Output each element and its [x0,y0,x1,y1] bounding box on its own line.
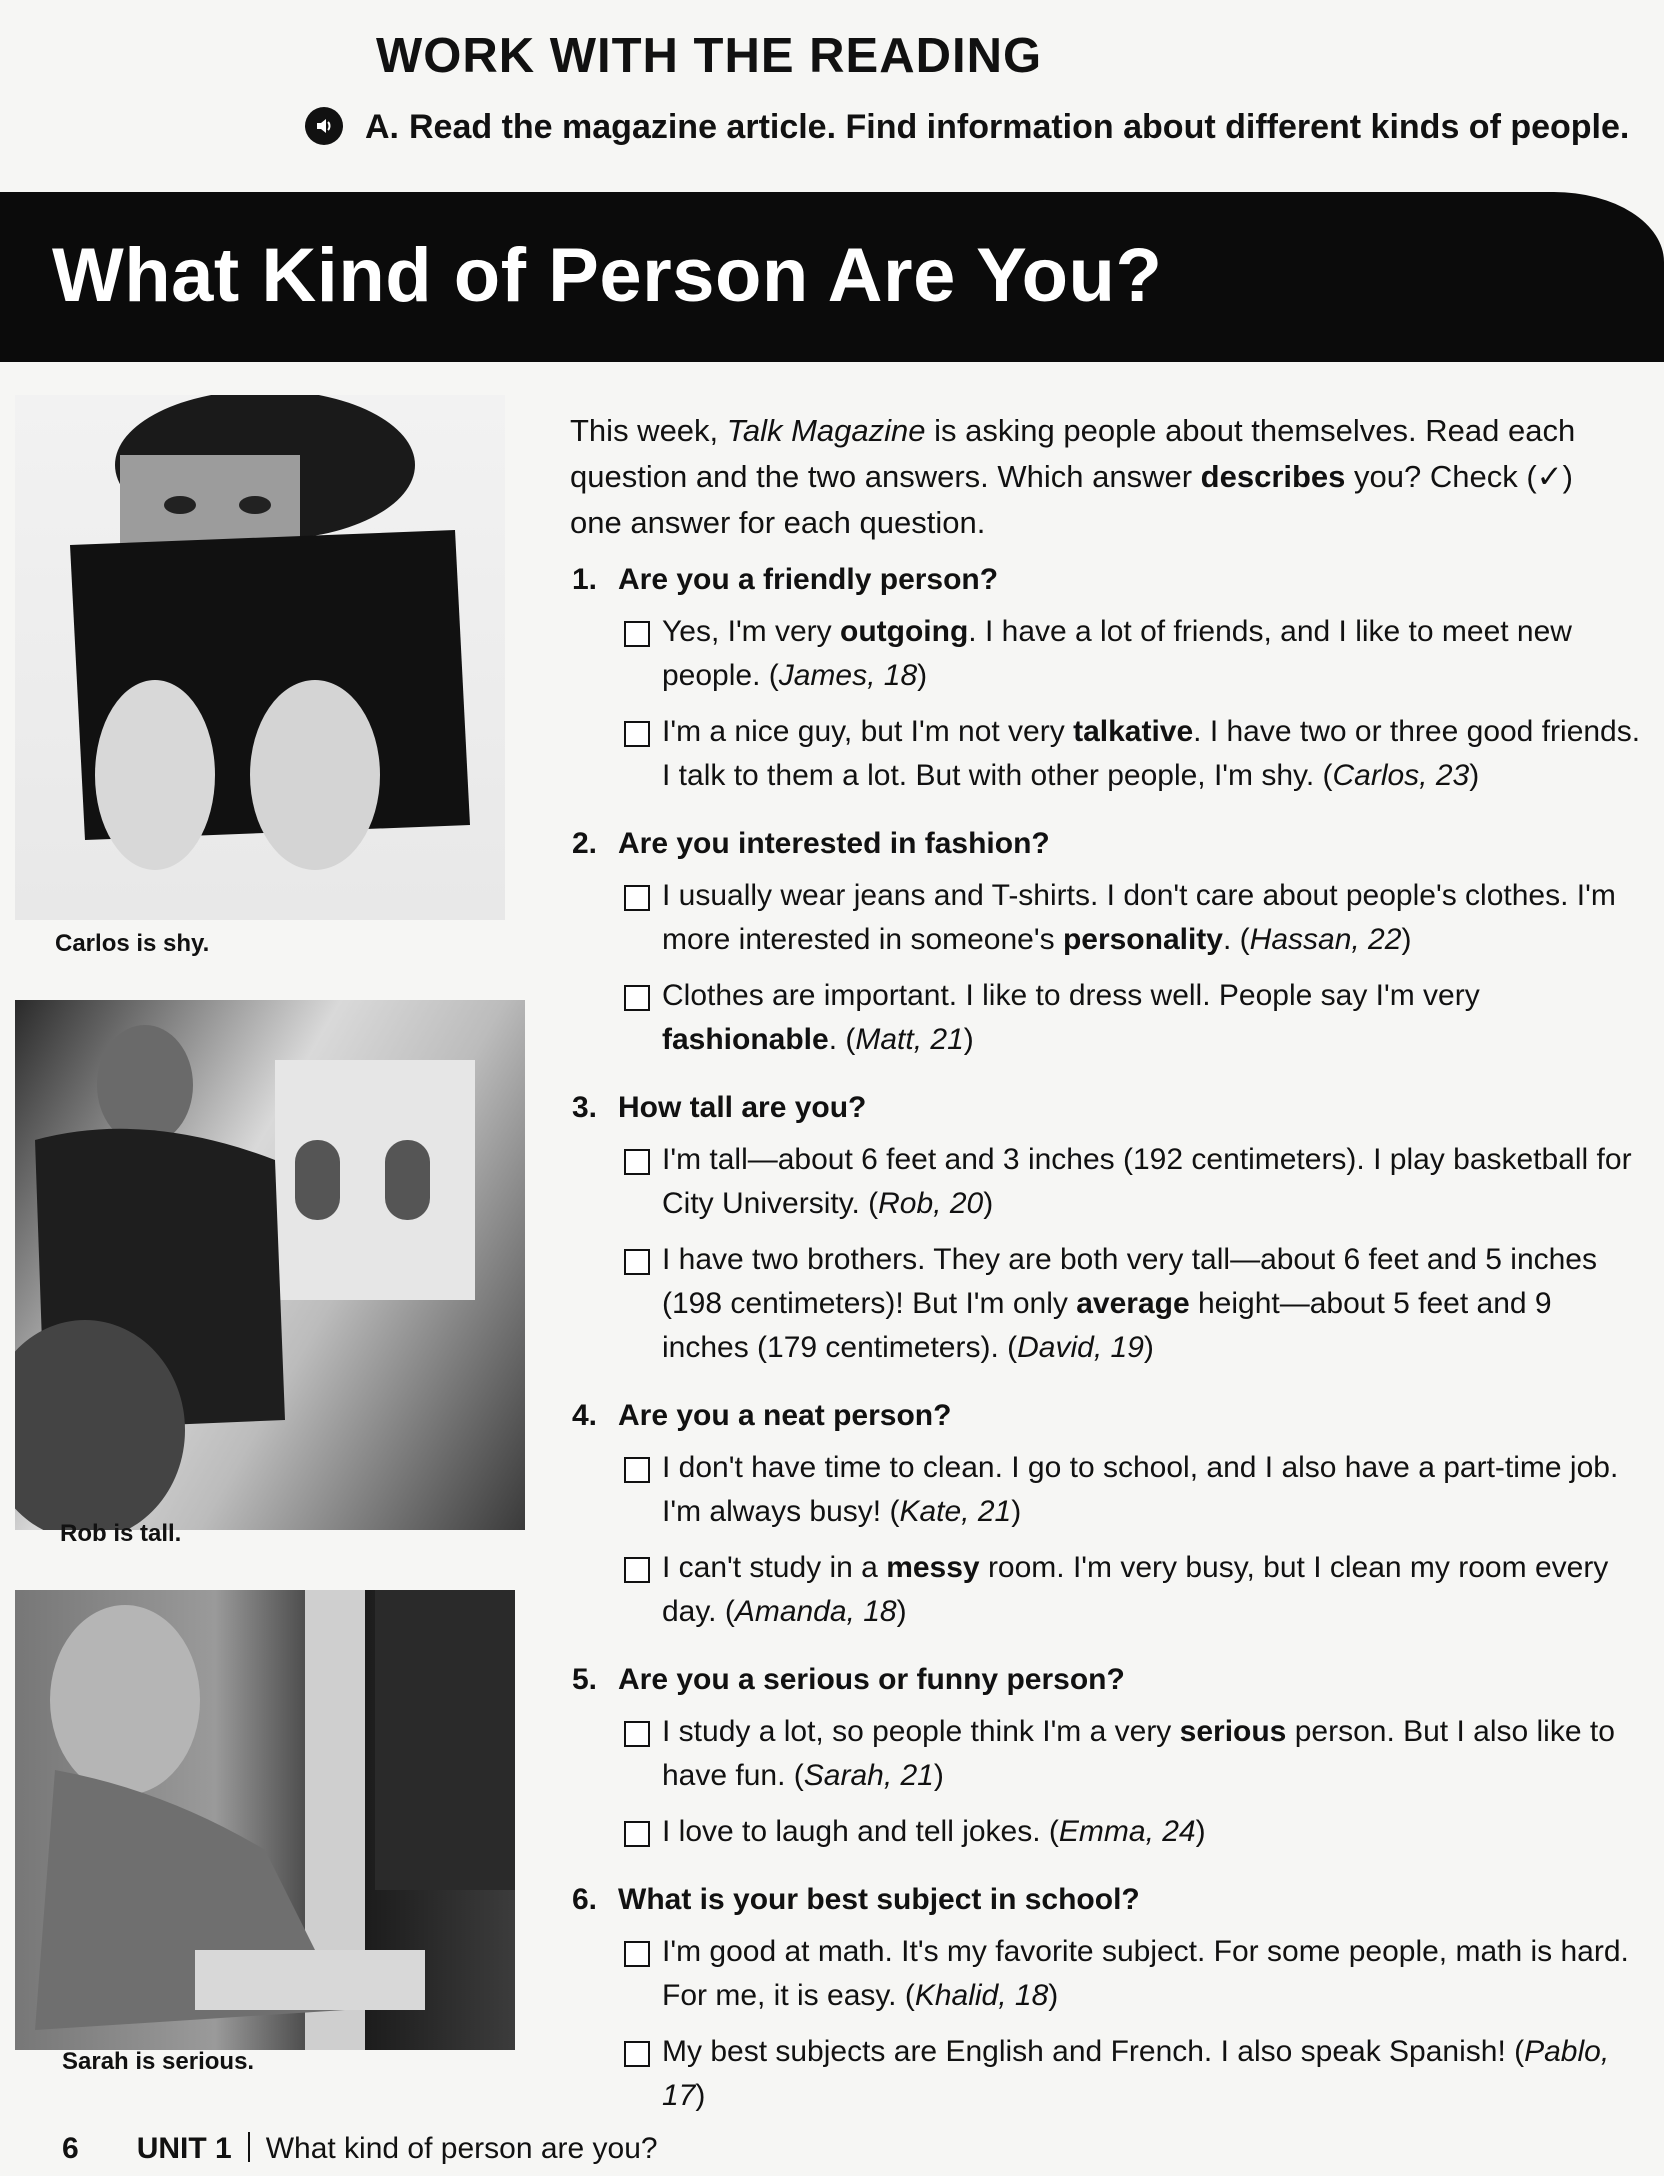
instruction-text: Read the magazine article. Find information about different kinds of people. [409,108,1630,146]
answer-text: I don't have time to clean. I go to school, and I also have a part-time job. I'm always busy! (Kate, 21) [662,1451,1619,1528]
question-list [572,558,1652,2142]
title-band [0,192,1664,362]
footer-divider [248,2132,250,2162]
audio-icon[interactable] [305,107,343,145]
magazine-name: Talk Magazine [726,413,926,448]
question-text: What is your best subject in school? [618,1883,1140,1916]
instruction-letter: A. [365,108,399,146]
question-text: Are you a friendly person? [618,563,999,596]
question-number: 3. [572,1091,598,1124]
section-heading: WORK WITH THE READING [376,29,1043,83]
answer-option[interactable] [572,1930,1652,2018]
answer-text: Clothes are important. I like to dress well. People say I'm very fashionable. (Matt, 21) [662,979,1480,1056]
photo-caption-2: Rob is tall. [60,1520,182,1547]
answer-option[interactable] [572,974,1652,1062]
checkbox[interactable] [624,1557,650,1583]
question-1 [572,558,1652,798]
answer-option[interactable] [572,1238,1652,1370]
answer-option[interactable] [572,1810,1652,1854]
answer-option[interactable] [572,874,1652,962]
instruction [305,108,1664,148]
question-number: 4. [572,1399,598,1432]
question-title [572,1394,1652,1438]
answer-text: I'm a nice guy, but I'm not very talkative. I have two or three good friends. I talk to them a lot. But with other people, I'm shy. (Carlos, 23) [662,715,1641,792]
answer-text: I can't study in a messy room. I'm very busy, but I clean my room every day. (Amanda, 18) [662,1551,1609,1628]
answer-text: I usually wear jeans and T-shirts. I don't care about people's clothes. I'm more interested in someone's personality. (Hassan, 22) [662,879,1616,956]
checkbox[interactable] [624,1249,650,1275]
answer-text: Yes, I'm very outgoing. I have a lot of friends, and I like to meet new people. (James, 18) [662,615,1572,692]
question-4 [572,1394,1652,1634]
question-2 [572,822,1652,1062]
question-text: Are you a neat person? [618,1399,952,1432]
question-text: Are you a [618,1663,764,1696]
answer-option[interactable] [572,610,1652,698]
question-keyword: funny [916,1663,999,1696]
question-5 [572,1658,1652,1854]
answer-option[interactable] [572,710,1652,798]
answer-option[interactable] [572,2030,1652,2118]
checkbox[interactable] [624,1721,650,1747]
answer-text: My best subjects are English and French. I also speak Spanish! (Pablo, 17) [662,2035,1610,2112]
photo-reading-boy [15,395,505,920]
checkbox[interactable] [624,885,650,911]
question-title [572,1878,1652,1922]
answer-text: I study a lot, so people think I'm a very serious person. But I also like to have fun. (Sarah, 21) [662,1715,1615,1792]
photo-studying-woman [15,1590,515,2050]
answer-text: I love to laugh and tell jokes. (Emma, 24) [662,1815,1206,1848]
photo-caption-1: Carlos is shy. [55,930,210,957]
question-keyword: serious [763,1663,870,1696]
question-text: How tall are you? [618,1091,867,1124]
question-number: 6. [572,1883,598,1916]
question-text: Are you interested in fashion? [618,827,1050,860]
intro-text: This week, [570,413,727,448]
article-title: What Kind of Person Are You? [52,233,1163,318]
question-text: person? [998,1663,1125,1696]
photo-tall-man [15,1000,525,1530]
question-title [572,1658,1652,1702]
answer-option[interactable] [572,1710,1652,1798]
unit-title: What kind of person are you? [265,2132,658,2165]
question-title [572,1086,1652,1130]
checkbox[interactable] [624,2041,650,2067]
question-text: or [869,1663,917,1696]
question-3 [572,1086,1652,1370]
checkbox[interactable] [624,1941,650,1967]
checkbox[interactable] [624,985,650,1011]
question-title [572,558,1652,602]
answer-text: I'm good at math. It's my favorite subject. For some people, math is hard. For me, it is easy. (Khalid, 18) [662,1935,1629,2012]
answer-text: I have two brothers. They are both very tall—about 6 feet and 5 inches (198 centimeters)! But I'm only average height—about 5 feet and 9 inches (179 centimeters). (David, 19) [662,1243,1597,1364]
question-6 [572,1878,1652,2118]
question-number: 1. [572,563,598,596]
checkbox[interactable] [624,1821,650,1847]
question-title [572,822,1652,866]
answer-option[interactable] [572,1138,1652,1226]
question-number: 2. [572,827,598,860]
answer-text: I'm tall—about 6 feet and 3 inches (192 centimeters). I play basketball for City University. (Rob, 20) [662,1143,1632,1220]
checkbox[interactable] [624,1149,650,1175]
page-footer [62,2132,658,2166]
photo-caption-3: Sarah is serious. [62,2048,255,2075]
intro-text: you? Check (✓) one answer for each question. [570,459,1573,540]
question-number: 5. [572,1663,598,1696]
answer-option[interactable] [572,1546,1652,1634]
answer-option[interactable] [572,1446,1652,1534]
checkbox[interactable] [624,621,650,647]
unit-label: UNIT 1 [136,2132,232,2165]
intro-keyword: describes [1200,459,1346,494]
checkbox[interactable] [624,1457,650,1483]
intro-text: is asking people about themselves. Read each question and the two answers. Which answer [570,413,1576,494]
checkbox[interactable] [624,721,650,747]
page-number: 6 [62,2132,79,2165]
intro-paragraph [570,408,1620,546]
